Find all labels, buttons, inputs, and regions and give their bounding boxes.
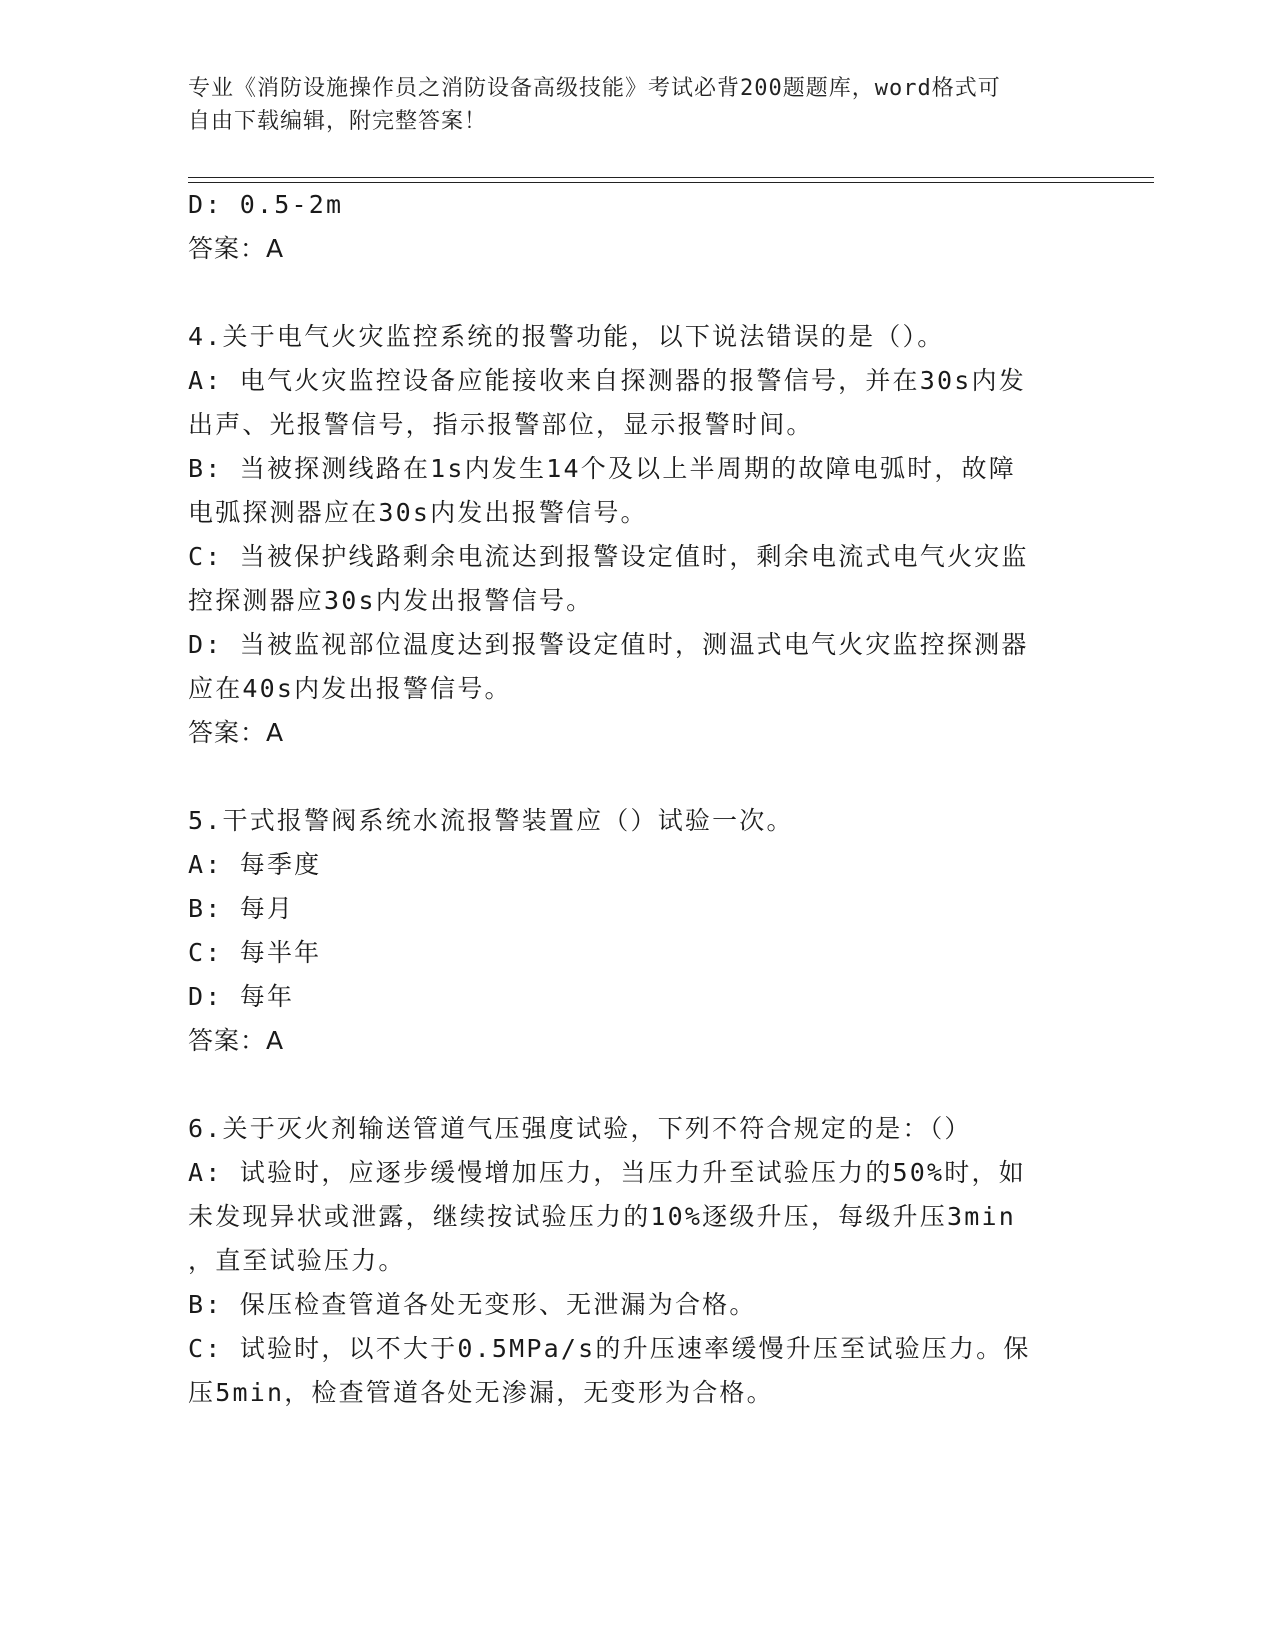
option-c-q4: C: 当被保护线路剩余电流达到报警设定值时，剩余电流式电气火灾监 [188, 542, 1029, 571]
option-a-q4-cont: 出声、光报警信号，指示报警部位，显示报警时间。 [188, 410, 814, 439]
option-a-q6-cont-2: ，直至试验压力。 [188, 1246, 406, 1275]
option-b-q4-cont: 电弧探测器应在30s内发出报警信号。 [188, 498, 648, 527]
option-a-q5: A: 每季度 [188, 850, 322, 879]
option-c-q6-cont: 压5min，检查管道各处无渗漏，无变形为合格。 [188, 1378, 774, 1407]
header-divider-top [188, 177, 1154, 178]
question-5: 5.干式报警阀系统水流报警装置应（）试验一次。 [188, 806, 794, 835]
option-c-q6: C: 试验时，以不大于0.5MPa/s的升压速率缓慢升压至试验压力。保 [188, 1334, 1031, 1363]
document-header [188, 72, 1068, 138]
question-4: 4.关于电气火灾监控系统的报警功能，以下说法错误的是（）。 [188, 322, 945, 351]
option-b-q6: B: 保压检查管道各处无变形、无泄漏为合格。 [188, 1290, 757, 1319]
option-a-q4: A: 电气火灾监控设备应能接收来自探测器的报警信号，并在30s内发 [188, 366, 1026, 395]
header-line-2: 自由下载编辑，附完整答案！ [188, 109, 488, 134]
option-d-q4: D: 当被监视部位温度达到报警设定值时，测温式电气火灾监控探测器 [188, 630, 1029, 659]
header-divider-bottom [188, 182, 1154, 183]
option-d-q4-cont: 应在40s内发出报警信号。 [188, 674, 512, 703]
option-d-q3: D: 0.5-2m [188, 190, 344, 219]
option-a-q6: A: 试验时，应逐步缓慢增加压力，当压力升至试验压力的50%时，如 [188, 1158, 1026, 1187]
question-6: 6.关于灭火剂输送管道气压强度试验，下列不符合规定的是：（） [188, 1114, 972, 1143]
option-d-q5: D: 每年 [188, 982, 295, 1011]
answer-q4: 答案：A [188, 718, 285, 747]
option-b-q5: B: 每月 [188, 894, 295, 923]
option-a-q6-cont: 未发现异状或泄露，继续按试验压力的10%逐级升压，每级升压3min [188, 1202, 1016, 1231]
option-b-q4: B: 当被探测线路在1s内发生14个及以上半周期的故障电弧时，故障 [188, 454, 1016, 483]
answer-q3: 答案：A [188, 234, 285, 263]
option-c-q5: C: 每半年 [188, 938, 322, 967]
answer-q5: 答案：A [188, 1026, 285, 1055]
header-line-1: 专业《消防设施操作员之消防设备高级技能》考试必背200题题库，word格式可 [188, 76, 1001, 101]
option-c-q4-cont: 控探测器应30s内发出报警信号。 [188, 586, 594, 615]
